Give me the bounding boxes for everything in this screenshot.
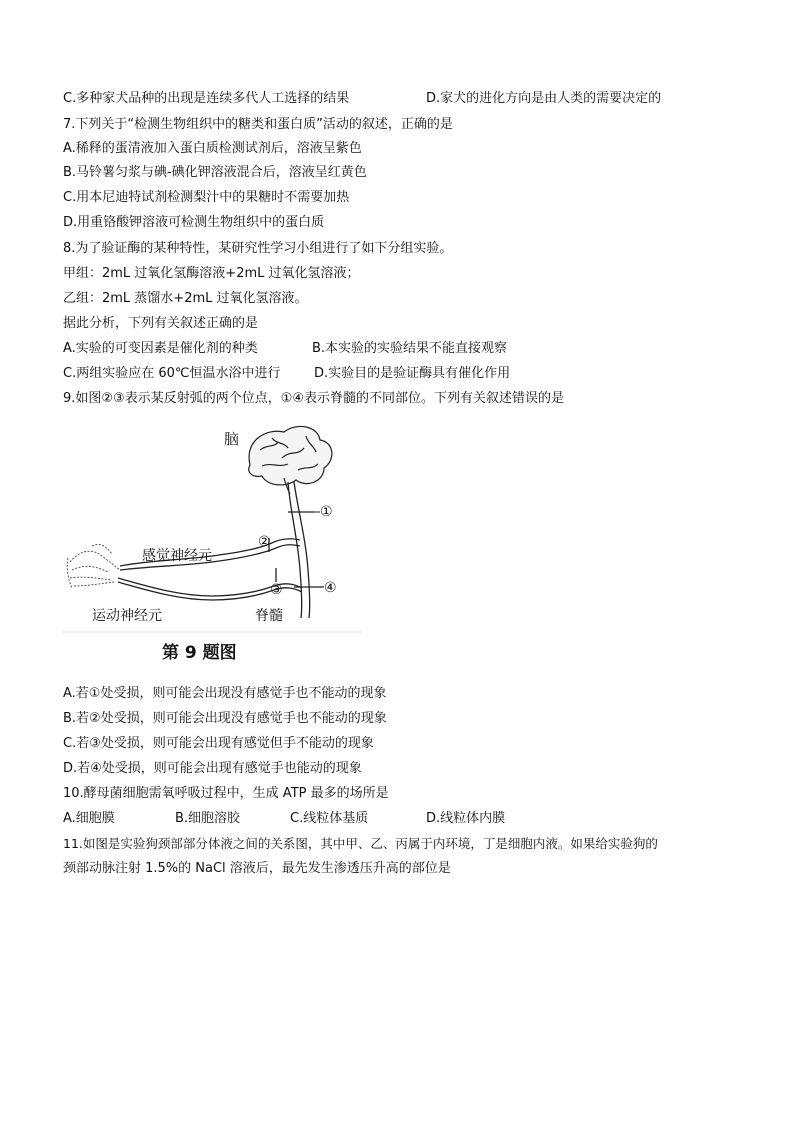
- marker-1-label: ①: [320, 504, 333, 520]
- q10-option-d: D.线粒体内膜: [426, 811, 506, 826]
- q7-stem: 7.下列关于“检测生物组织中的糖类和蛋白质”活动的叙述，正确的是: [63, 117, 453, 132]
- brain-label: 脑: [224, 430, 240, 448]
- q9-option-a: A.若①处受损，则可能会出现没有感觉手也不能动的现象: [63, 686, 387, 701]
- sensory-neuron-label: 感觉神经元: [142, 548, 212, 564]
- q8-option-a: A.实验的可变因素是催化剂的种类: [63, 341, 258, 356]
- q11-stem-line1: 11.如图是实验狗颈部部分体液之间的关系图，其中甲、乙、丙属于内环境，丁是细胞内液。如果给实验狗的: [63, 836, 658, 851]
- q6-option-c: C.多种家犬品种的出现是连续多代人工选择的结果: [63, 91, 350, 106]
- q8-group-a: 甲组：2mL 过氧化氢酶溶液+2mL 过氧化氢溶液；: [63, 266, 360, 281]
- q8-option-c: C.两组实验应在 60℃恒温水浴中进行: [63, 366, 281, 381]
- q9-stem: 9.如图②③表示某反射弧的两个位点，①④表示脊髓的不同部位。下列有关叙述错误的是: [63, 391, 565, 406]
- q7-option-a: A.稀释的蛋清液加入蛋白质检测试剂后，溶液呈紫色: [63, 141, 362, 156]
- motor-neuron-label: 运动神经元: [92, 608, 162, 624]
- q9-option-c: C.若③处受损，则可能会出现有感觉但手不能动的现象: [63, 736, 374, 751]
- marker-3-label: ③: [270, 582, 283, 598]
- q9-option-d: D.若④处受损，则可能会出现有感觉手也能动的现象: [63, 761, 362, 776]
- q11-stem-line2: 颈部动脉注射 1.5%的 NaCl 溶液后，最先发生渗透压升高的部位是: [63, 861, 451, 876]
- q10-option-c: C.线粒体基质: [290, 811, 369, 826]
- brain-icon: [249, 426, 332, 494]
- figure-caption: 第 9 题图: [162, 643, 237, 663]
- reflex-arc-figure: [62, 420, 362, 668]
- q6-option-d: D.家犬的进化方向是由人类的需要决定的: [426, 91, 662, 106]
- q8-option-d: D.实验目的是验证酶具有催化作用: [314, 366, 511, 381]
- marker-2: [258, 534, 271, 552]
- q7-option-b: B.马铃薯匀浆与碘-碘化钾溶液混合后，溶液呈红黄色: [63, 165, 367, 180]
- q8-lead: 据此分析，下列有关叙述正确的是: [63, 316, 259, 331]
- marker-1: [288, 504, 333, 520]
- q7-option-d: D.用重铬酸钾溶液可检测生物组织中的蛋白质: [63, 215, 325, 230]
- q8-group-b: 乙组：2mL 蒸馏水+2mL 过氧化氢溶液。: [63, 291, 308, 306]
- q8-stem: 8.为了验证酶的某种特性，某研究性学习小组进行了如下分组实验。: [63, 241, 453, 256]
- marker-2-label: ②: [258, 534, 271, 550]
- spinal-cord-label: 脊髓: [255, 608, 283, 624]
- q8-option-b: B.本实验的实验结果不能直接观察: [312, 341, 508, 356]
- q9-option-b: B.若②处受损，则可能会出现没有感觉手也不能动的现象: [63, 711, 387, 726]
- hand-icon: [67, 544, 120, 588]
- spinal-cord: [288, 482, 310, 618]
- marker-4-label: ④: [324, 580, 337, 596]
- q10-stem: 10.酵母菌细胞需氧呼吸过程中，生成 ATP 最多的场所是: [63, 786, 389, 801]
- q7-option-c: C.用本尼迪特试剂检测梨汁中的果糖时不需要加热: [63, 190, 350, 205]
- q10-option-b: B.细胞溶胶: [175, 811, 241, 826]
- q10-option-a: A.细胞膜: [63, 811, 115, 826]
- marker-3: [270, 568, 283, 598]
- reflex-arc-diagram: [62, 420, 362, 668]
